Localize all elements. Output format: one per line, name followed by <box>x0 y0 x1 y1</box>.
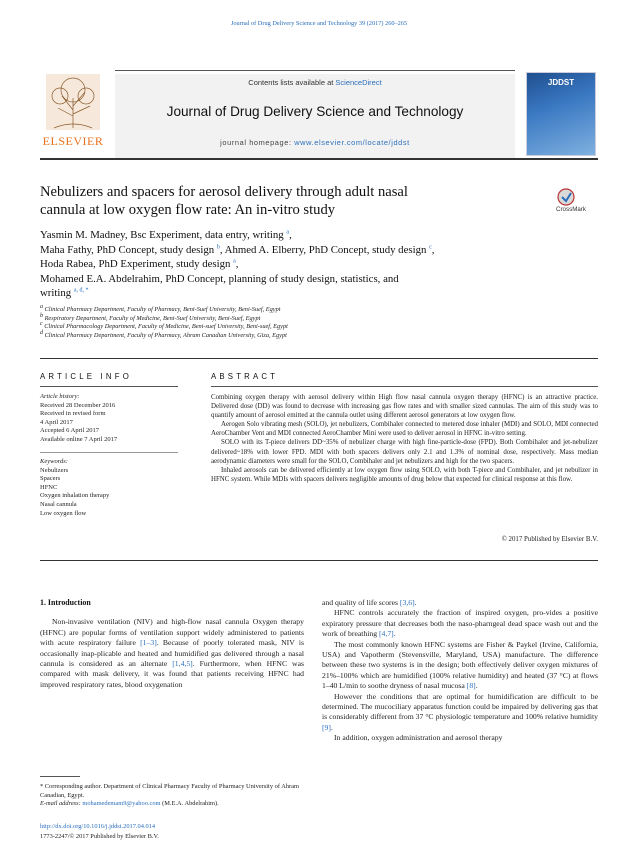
keywords-rule <box>40 452 178 453</box>
author-list <box>40 228 560 301</box>
affiliation-text: Clinical Pharmacology Department, Faculty of Medicine, Beni-suef University, Beni-suef, Egypt <box>44 323 288 331</box>
abstract-paragraph: Inhaled aerosols can be delivered efficiently at low oxygen flow using SOLO, with both T-piece and Combihaler, and jet nebulizer in HFNC system. While MDIs with spacers delivers negligible amounts of drug below that expected for clinical response at this flow. <box>211 466 598 483</box>
affiliation-item <box>40 329 520 341</box>
author-line <box>40 272 560 287</box>
keyword-item: Nebulizers <box>40 466 69 474</box>
body-text: and quality of life scores <box>322 598 400 607</box>
homepage-link[interactable]: www.elsevier.com/locate/jddst <box>294 138 410 147</box>
citation-link[interactable]: [8] <box>466 681 476 691</box>
keyword-item: Oxygen inhalation therapy <box>40 492 110 500</box>
keyword-item: Low oxygen flow <box>40 509 87 517</box>
author-line <box>40 257 560 272</box>
abstract-body <box>211 393 598 484</box>
author-name: Maha Fathy, PhD Concept, study design <box>40 243 217 256</box>
body-text: . Because of poorly tolerated mask, NIV is occasionally inap-plicable and heated and humidified gas delivered through a nasal cannula is considered as an alternate <box>40 638 305 669</box>
crossmark-icon[interactable] <box>533 188 599 218</box>
author-name: Hoda Rabea, PhD Experiment, study design <box>40 258 234 271</box>
keyword-list <box>40 458 190 518</box>
email-link[interactable]: mohamedemam9@yahoo.com <box>82 800 161 808</box>
abstract-copyright: © 2017 Published by Elsevier B.V. <box>501 536 598 543</box>
author-affiliation-mark[interactable]: a <box>233 258 236 265</box>
author-separator: , <box>289 229 292 241</box>
email-line <box>40 800 310 809</box>
article-title <box>40 183 500 219</box>
author-separator: , <box>235 258 239 271</box>
body-text: . Furthermore, when HFNC was compared with mask delivery, it was found that patients receiving HFNC had improved respiratory rates, blood oxygenation <box>40 659 304 689</box>
article-history <box>40 393 190 445</box>
affiliation-text: Respiratory Department, Faculty of Medicine, Beni-Suef University, Beni-Suef, Egypt <box>44 314 261 322</box>
abstract-rule <box>211 386 598 387</box>
affiliation-mark: b <box>40 312 43 319</box>
history-item: Accepted 6 April 2017 <box>40 427 100 435</box>
abstract-heading: ABSTRACT <box>211 372 279 381</box>
citation-link[interactable]: [1–3] <box>140 638 157 648</box>
body-text: Non-invasive ventilation (NIV) and high-flow nasal cannula Oxygen therapy (HFNC) are popular forms of ventilation support widely administered to patients with acute respiratory failure <box>40 617 304 648</box>
body-paragraph: In addition, oxygen administration and aerosol therapy <box>334 733 503 743</box>
contents-prefix: Contents lists available at <box>248 78 336 87</box>
journal-citation[interactable]: Journal of Drug Delivery Science and Technology 39 (2017) 260–265 <box>230 20 408 27</box>
body-text: However the conditions that are optimal for humidification are difficult to be determined. The mucociliary apparatus function could be impaired by delivering gas that is considerably different from 37 °C physiologic temperature and 100% relative humidity <box>322 691 598 722</box>
author-separator: , <box>219 243 225 256</box>
citation-link[interactable]: [4,7] <box>379 629 394 639</box>
history-label: Article history: <box>40 393 80 400</box>
affiliation-mark: d <box>40 329 43 336</box>
affiliation-list <box>40 303 520 340</box>
citation-link[interactable]: [3,6] <box>399 598 415 607</box>
contents-line <box>115 78 515 87</box>
homepage-prefix: journal homepage: <box>220 138 295 147</box>
homepage-line <box>115 138 515 147</box>
history-item: Available online 7 April 2017 <box>40 435 118 443</box>
header-rule-bottom <box>40 158 598 160</box>
keyword-item: Spacers <box>40 475 61 483</box>
body-paragraph: HFNC controls accurately the fraction of inspired oxygen, pro-vides a positive expiratory pressure that decreases both the naso-pharngeal dead space wash out and the work of breathing [4,7]. <box>322 608 598 639</box>
article-title-line-1: Nebulizers and spacers for aerosol delivery through adult nasal <box>40 184 408 200</box>
author-separator: , <box>431 243 435 256</box>
author-name: Ahmed A. Elberry, PhD Concept, study design <box>224 243 430 256</box>
body-paragraph: The most commonly known HFNC systems are Fisher & Paykel (Irvine, California, USA) and Vapotherm (Stevensville, Maryland, USA) manufacture. The difference between these two systems is in the design; both effectively deliver oxygen mixtures of 21%–100% which are humidified (100% relative humidity) and heated (37 °C) at flows 1–40 L/min to soothe dryness of nasal mucosa [8]. <box>322 639 598 691</box>
body-text: The most commonly known HFNC systems are Fisher & Paykel (Irvine, California, USA) and Vapotherm (Stevensville, Maryland, USA) manufacture. The difference between these two systems is in the design; both effectively deliver oxygen mixtures of 21%–100% which are humidified (100% relative humidity) and heated (37 °C) at flows 1–40 L/min to soothe dryness of nasal mucosa <box>322 639 598 691</box>
email-tail: (M.E.A. Abdelrahim). <box>160 800 219 808</box>
corresponding-author-text: * Corresponding author. Department of Clinical Pharmacy Faculty of Pharmacy University of Ahram Canadian, Egypt. <box>40 783 299 799</box>
author-line <box>40 228 560 243</box>
affiliation-text: Clinical Pharmacy Department, Faculty of Pharmacy, Ahram Canadian University, Giza, Egypt <box>44 331 287 339</box>
affiliation-item <box>40 323 520 332</box>
journal-title: Journal of Drug Delivery Science and Technology <box>166 104 464 119</box>
keyword-item: Nasal cannula <box>40 500 77 508</box>
author-line <box>40 243 560 258</box>
history-item: 4 April 2017 <box>40 418 73 426</box>
body-paragraph <box>40 617 304 690</box>
affiliation-item <box>40 312 520 324</box>
corresponding-author-footnote <box>40 783 310 809</box>
abstract-paragraph: Combining oxygen therapy with aerosol delivery within High flow nasal cannula oxygen therapy (HFNC) is an attractive practice. Delivered dose (DD) was found to decrease with increasing gas flow rates and with smaller sized cannulas. The aim of this study was to quantify amount of aerosol emitted at the cannula outlet using different aerosol generators at low oxygen flow. <box>211 394 598 420</box>
body-column-left <box>40 598 304 690</box>
author-line <box>40 286 560 301</box>
affiliation-mark: a <box>40 303 43 310</box>
issn-line: 1773-2247/© 2017 Published by Elsevier B.V. <box>40 833 159 840</box>
body-paragraph: and quality of life scores [3,6]. <box>322 598 417 607</box>
body-column-right <box>322 598 598 744</box>
article-info-rule <box>40 386 178 387</box>
crossmark-label[interactable]: CrossMark <box>556 206 586 213</box>
author-name: Yasmin M. Madney, Bsc Experiment, data entry, writing <box>40 229 287 241</box>
author-affiliation-mark[interactable]: a, d, * <box>73 287 89 294</box>
section-heading-introduction: 1. Introduction <box>40 598 91 607</box>
keywords-label: Keywords: <box>40 458 68 465</box>
history-item: Received 28 December 2016 <box>40 401 116 409</box>
article-title-line-2: cannula at low oxygen flow rate: An in-vitro study <box>40 202 336 218</box>
author-affiliation-mark[interactable]: b <box>216 244 220 250</box>
body-paragraph: However the conditions that are optimal for humidification are difficult to be determined. The mucociliary apparatus function could be impaired by delivering gas that is considerably different from 37 °C physiologic temperature and 100% relative humidity [9]. <box>322 691 598 732</box>
author-affiliation-mark[interactable]: c <box>429 244 432 250</box>
body-text: HFNC controls accurately the fraction of inspired oxygen, pro-vides a positive expiratory pressure that decreases both the naso-pharngeal dead space wash out and the work of breathing <box>322 608 598 639</box>
journal-cover-text: JDDST <box>547 78 575 87</box>
affiliation-item <box>40 303 520 315</box>
header-rule-top <box>115 70 515 71</box>
doi-link[interactable]: http://dx.doi.org/10.1016/j.jddst.2017.04.014 <box>40 823 156 830</box>
author-name: Mohamed E.A. Abdelrahim, PhD Concept, planning of study design, statistics, and <box>40 272 399 285</box>
author-affiliation-mark[interactable]: a <box>286 229 290 236</box>
citation-link[interactable]: [9] <box>322 722 331 732</box>
article-info-heading: ARTICLE INFO <box>40 372 132 381</box>
elsevier-logo: ELSEVIER <box>42 134 104 148</box>
abstract-paragraph: SOLO with its T-piece delivers DD~35% of nebulizer charge with high fine-particle-dose (FPD). Both Combihaler and jet-nebulizer delivered~18% with lower FPD. MDI with both spacers delivers only 2.1 and 1.3% of nominal dose, respectively. Mass median aerodynamic diameters were small for the SOLO, Combihaler and jet nebulizers and high for the two spacers. <box>211 439 598 465</box>
keyword-item: HFNC <box>40 483 58 491</box>
email-label: E-mail address: <box>40 800 83 808</box>
citation-link[interactable]: [1,4,5] <box>172 659 193 669</box>
footnote-rule <box>40 776 80 777</box>
body-divider <box>40 560 598 561</box>
section-divider <box>40 358 598 359</box>
affiliation-mark: c <box>40 321 43 328</box>
abstract-paragraph: Aerogen Solo vibrating mesh (SOLO), jet nebulizers, Combihaler connected to metered dose inhaler (MDI) and SOLO, MDI connected AeroChamber Vent and MDI connected AeroChamber Mini were used to deliver aerosol in HFNC in-vitro setting. <box>211 421 598 438</box>
history-item: Received in revised form <box>40 410 106 418</box>
affiliation-text: Clinical Pharmacy Department, Faculty of Pharmacy, Beni-Suef University, Beni-Suef, Egypt <box>44 306 281 313</box>
sciencedirect-link[interactable]: ScienceDirect <box>335 78 382 87</box>
author-name: writing <box>40 287 74 300</box>
